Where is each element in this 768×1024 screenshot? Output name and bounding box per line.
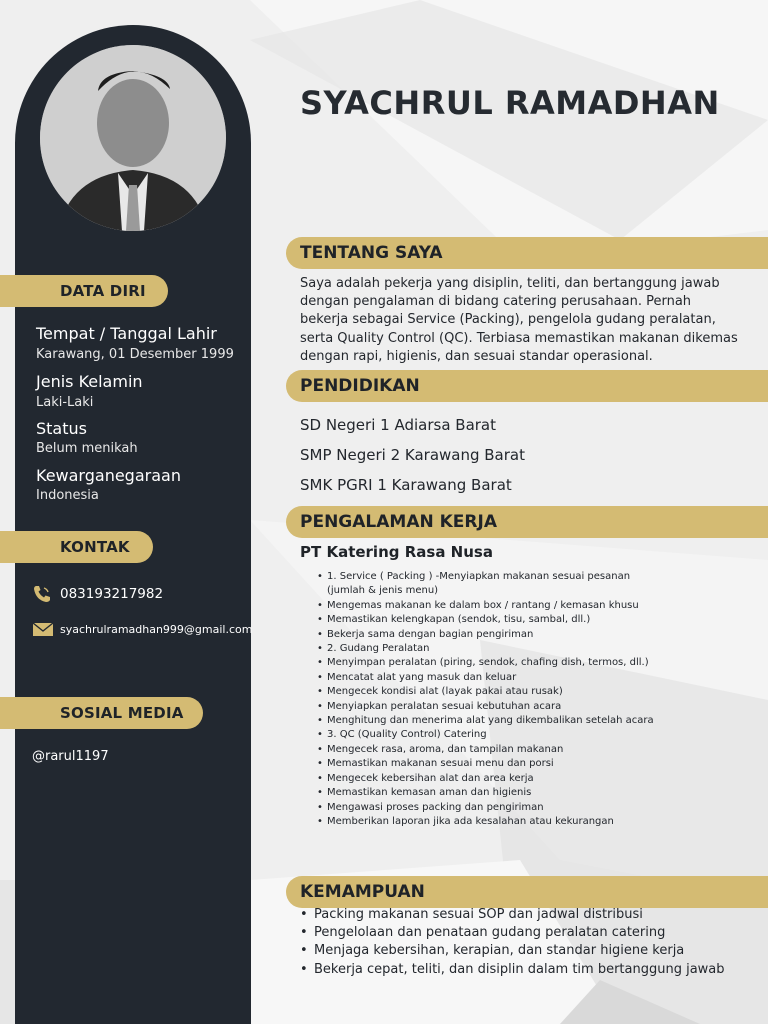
citizenship-value: Indonesia bbox=[36, 488, 99, 503]
phone-number: 083193217982 bbox=[60, 586, 164, 602]
skills-list bbox=[300, 906, 740, 979]
education-item: SD Negeri 1 Adiarsa Barat bbox=[300, 416, 496, 434]
email-address: syachrulramadhan999@gmail.com bbox=[60, 622, 253, 636]
kontak-heading: KONTAK bbox=[0, 531, 153, 563]
sosial-media-heading: SOSIAL MEDIA bbox=[0, 697, 203, 729]
duty-item: • 2. Gudang Peralatan bbox=[315, 642, 655, 656]
duty-item: • Memastikan kemasan aman dan higienis bbox=[315, 786, 655, 800]
education-item: SMP Negeri 2 Karawang Barat bbox=[300, 446, 525, 464]
gender-label: Jenis Kelamin bbox=[36, 372, 143, 391]
status-value: Belum menikah bbox=[36, 441, 138, 456]
person-silhouette-icon bbox=[40, 45, 226, 231]
duty-item: • Memberikan laporan jika ada kesalahan atau kekurangan bbox=[315, 815, 655, 829]
duty-item: • Mengawasi proses packing dan pengiriman bbox=[315, 801, 655, 815]
duty-item: • Mengecek rasa, aroma, dan tampilan makanan bbox=[315, 743, 655, 757]
pendidikan-heading: PENDIDIKAN bbox=[300, 376, 420, 396]
duty-item: • Menyiapkan peralatan sesuai kebutuhan acara bbox=[315, 700, 655, 714]
skill-item: • Pengelolaan dan penataan gudang peralatan catering bbox=[300, 924, 740, 942]
phone-icon bbox=[32, 584, 52, 604]
education-item: SMK PGRI 1 Karawang Barat bbox=[300, 476, 512, 494]
duty-list bbox=[315, 570, 655, 829]
page-title: SYACHRUL RAMADHAN bbox=[300, 84, 720, 122]
birth-label: Tempat / Tanggal Lahir bbox=[36, 324, 217, 343]
skill-item: • Packing makanan sesuai SOP dan jadwal distribusi bbox=[300, 906, 740, 924]
company-name: PT Katering Rasa Nusa bbox=[300, 543, 493, 561]
duty-item: • Mengecek kebersihan alat dan area kerja bbox=[315, 772, 655, 786]
duty-item: • Mencatat alat yang masuk dan keluar bbox=[315, 671, 655, 685]
pengalaman-heading: PENGALAMAN KERJA bbox=[300, 512, 497, 532]
about-text: Saya adalah pekerja yang disiplin, teliti, dan bertanggung jawab dengan pengalaman di bidang catering perusahaan. Pernah bekerja sebagai Service (Packing), pengelola gudang peralatan, serta Quality Control (QC). Terbiasa memastikan makanan dikemas dengan rapi, higienis, dan sesuai standar operasional. bbox=[300, 276, 738, 364]
duty-item: • Mengemas makanan ke dalam box / rantang / kemasan khusu bbox=[315, 599, 655, 613]
duty-item: • Bekerja sama dengan bagian pengiriman bbox=[315, 628, 655, 642]
duty-item: • Menyimpan peralatan (piring, sendok, chafing dish, termos, dll.) bbox=[315, 656, 655, 670]
skill-item: • Bekerja cepat, teliti, dan disiplin dalam tim bertanggung jawab bbox=[300, 961, 740, 979]
status-label: Status bbox=[36, 419, 87, 438]
kemampuan-heading: KEMAMPUAN bbox=[300, 882, 425, 902]
phone-row[interactable] bbox=[32, 584, 163, 604]
email-row[interactable] bbox=[32, 621, 252, 637]
gender-value: Laki-Laki bbox=[36, 395, 94, 410]
duty-item: • 3. QC (Quality Control) Catering bbox=[315, 728, 655, 742]
citizenship-label: Kewarganegaraan bbox=[36, 466, 181, 485]
skill-item: • Menjaga kebersihan, kerapian, dan standar higiene kerja bbox=[300, 942, 740, 960]
duty-item: • Mengecek kondisi alat (layak pakai atau rusak) bbox=[315, 685, 655, 699]
duty-item: • 1. Service ( Packing ) -Menyiapkan makanan sesuai pesanan (jumlah & jenis menu) bbox=[315, 570, 655, 599]
social-handle[interactable]: @rarul1197 bbox=[32, 749, 109, 764]
mail-icon bbox=[32, 621, 54, 637]
profile-photo bbox=[40, 45, 226, 231]
duty-item: • Memastikan makanan sesuai menu dan porsi bbox=[315, 757, 655, 771]
birth-value: Karawang, 01 Desember 1999 bbox=[36, 347, 234, 362]
duty-item: • Menghitung dan menerima alat yang dikembalikan setelah acara bbox=[315, 714, 655, 728]
tentang-saya-heading: TENTANG SAYA bbox=[300, 243, 443, 263]
duty-item: • Memastikan kelengkapan (sendok, tisu, sambal, dll.) bbox=[315, 613, 655, 627]
data-diri-heading: DATA DIRI bbox=[0, 275, 168, 307]
